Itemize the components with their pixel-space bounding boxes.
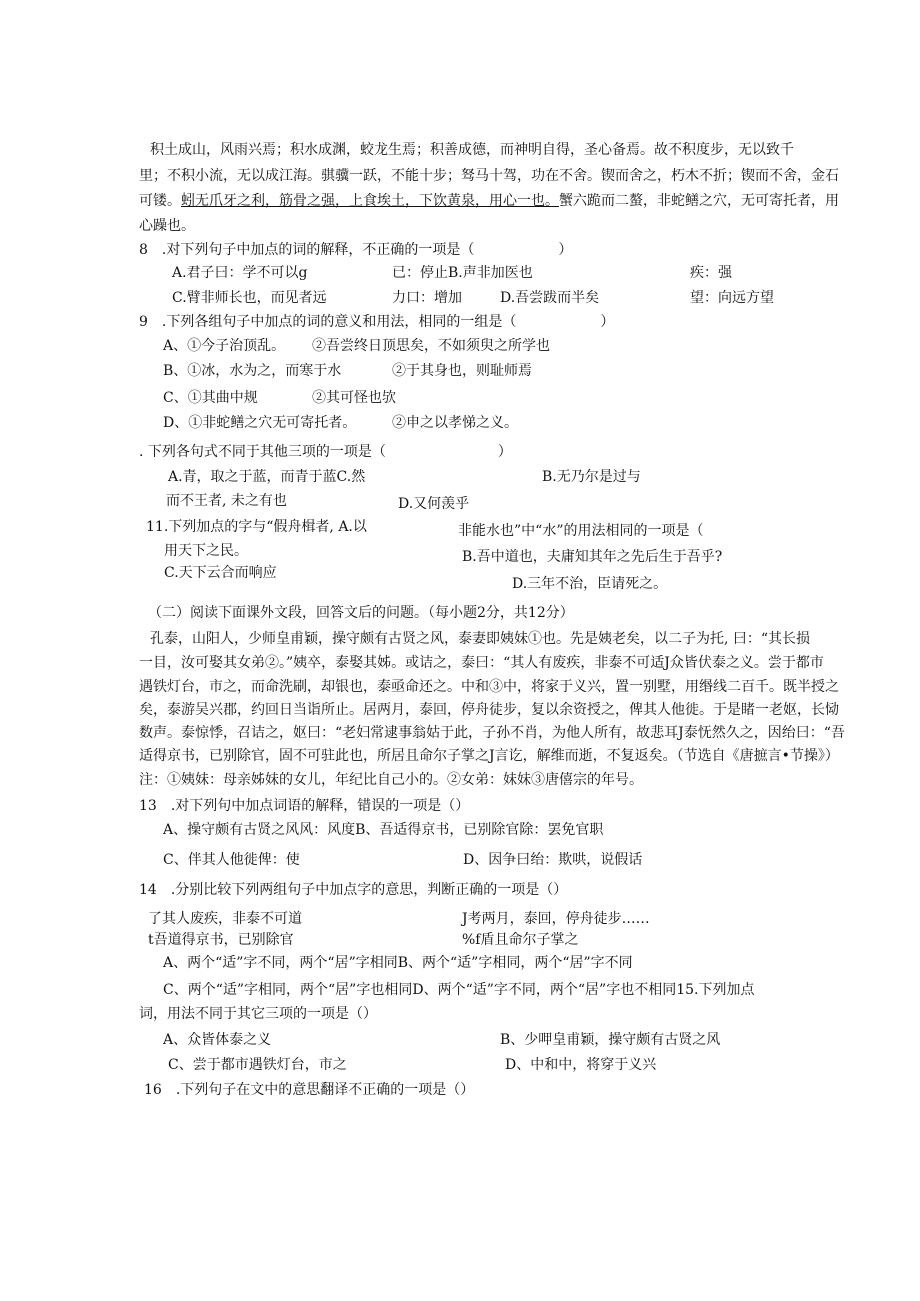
q9-option-c-1: C、①其曲中规 bbox=[163, 390, 258, 406]
question-8-stem: 8 .对下列句子中加点的词的解释，不正确的一项是（ ） bbox=[139, 242, 573, 258]
question-13-stem: 13 .对下列句中加点词语的解释，错误的一项是（） bbox=[139, 798, 470, 814]
q13-option-c: C、伴其人他徙俾：使 bbox=[163, 852, 300, 868]
q9-option-a-2: ②吾尝终日顶思矣，不如须臾之所学也 bbox=[312, 338, 550, 354]
q9-option-a-1: A、①今子治顶乱。 bbox=[163, 338, 286, 354]
q8-option-a: A.君子曰：学不可以g bbox=[172, 265, 308, 281]
q13-option-d: D、因争曰绐：欺哄，说假话 bbox=[463, 852, 643, 868]
passage-line: 积土成山，风雨兴焉；积水成渊，蛟龙生焉；积善成德，而神明自得，圣心备焉。故不积度步，无以致千 bbox=[150, 142, 794, 158]
q14-group-1-b: J考两月，泰回，停舟徒步…… bbox=[462, 911, 650, 927]
question-11-stem-cont: 非能水也”中“水”的用法相同的一项是（ bbox=[458, 523, 704, 539]
q10-option-c: 而不王者, 未之有也 bbox=[166, 493, 287, 509]
passage2-line: 数声。泰惊悸，召诘之，妪曰：“老妇常逮事翁姑于此，子孙不肖，为他人所有，故悲耳J泰怃然久之，因绐曰：“吾 bbox=[139, 725, 845, 741]
q14-options-ab: A、两个“适”字不同，两个“居”字相同B、两个“适”字相同，两个“居”字不同 bbox=[163, 955, 633, 971]
passage-line bbox=[139, 191, 839, 211]
q10-option-d: D.又何羡乎 bbox=[398, 496, 470, 512]
q11-option-a: 用天下之民。 bbox=[164, 543, 248, 559]
passage2-line: 遇铁灯台，市之，而命洗刷，却银也，泰亟命还之。中和③中，将家于义兴，置一别墅，用缗线二百千。既半授之 bbox=[139, 679, 839, 695]
q14-group-1-a: 了其人废疾，非泰不可道 bbox=[148, 911, 302, 927]
q8-option-c-gloss: 力口：增加 bbox=[392, 290, 462, 306]
q15-option-a: A、众皆体泰之义 bbox=[163, 1032, 272, 1048]
q15-option-c: C、尝于都市遇铁灯台，市之 bbox=[168, 1057, 347, 1073]
q9-option-d-2: ②申之以孝悌之义。 bbox=[392, 415, 518, 431]
q8-option-a-gloss: 已：停止B.声非加医也 bbox=[392, 265, 533, 281]
question-10-stem: . 下列各句式不同于其他三项的一项是（ ） bbox=[139, 444, 512, 460]
passage2-notes: 注：①姨妹：母亲姊妹的女儿，年纪比自己小的。②女弟：妹妹③唐僖宗的年号。 bbox=[139, 772, 643, 788]
passage2-line: 一目，汝可娶其女弟②。”姨卒，泰娶其姊。或诘之，泰曰：“其人有废疾，非泰不可适J众皆伏泰之义。尝于都市 bbox=[139, 655, 824, 671]
q10-option-a: A.青，取之于蓝，而青于蓝C.然 bbox=[168, 469, 366, 485]
passage-text: 可镂。 bbox=[139, 193, 181, 209]
question-16-stem: 16 .下列句子在文中的意思翻译不正确的一项是（） bbox=[144, 1082, 475, 1098]
passage-text: 蟹六跪而二螯，非蛇鳝之穴，无可寄托者，用 bbox=[559, 193, 839, 209]
passage2-line: 适得京书，已别除官，固不可驻此也，所居且命尔子掌之J言讫，解维而逝，不复返矣。（节选自《唐摭言•节操》） bbox=[139, 748, 839, 764]
passage2-line: 孔泰，山阳人，少师皇甫颖，操守颇有古贤之风，泰妻即姨妹①也。先是姨老矣，以二子为托, 曰：“其长损 bbox=[150, 631, 811, 647]
q15-option-b: B、少呷皇甫颖，操守颇有古贤之风 bbox=[500, 1032, 721, 1048]
q8-option-d: D.吾尝跋而半矣 bbox=[500, 290, 600, 306]
q8-option-d-gloss: 望：向远方望 bbox=[690, 290, 774, 306]
q11-option-d: D.三年不治，臣请死之。 bbox=[512, 576, 668, 592]
section-2-header: （二）阅读下面课外文段，回答文后的问题。（每小题2分，共12分） bbox=[148, 605, 574, 621]
q11-option-b: B.吾中道也，夫庸知其年之先后生于吾乎? bbox=[462, 549, 723, 565]
q14-group-2-b: %f盾且命尔子掌之 bbox=[462, 932, 579, 948]
q9-option-d-1: D、①非蛇鳝之穴无可寄托者。 bbox=[163, 415, 357, 431]
q14-options-cd: C、两个“适”字相同，两个“居”字也相同D、两个“适”字不同，两个“居”字也不相同15.下列加点 bbox=[163, 982, 755, 998]
q14-group-2-a: t吾道得京书，已别除官 bbox=[148, 932, 294, 948]
q8-option-b-gloss: 疾：强 bbox=[690, 265, 732, 281]
q15-option-d: D、中和中，将穿于义兴 bbox=[505, 1057, 657, 1073]
question-9-stem: 9 .下列各组句子中加点的词的意义和用法，相同的一组是（ ） bbox=[139, 314, 615, 330]
q13-options-ab: A、操守颇有古贤之风风：风度B、吾适得京书，已别除官除：罢免官职 bbox=[163, 822, 604, 838]
q8-option-c: C.臂非师长也，而见者远 bbox=[172, 290, 327, 306]
question-14-stem: 14 .分别比较下列两组句子中加点字的意思，判断正确的一项是（） bbox=[139, 882, 568, 898]
passage-line: 心躁也。 bbox=[139, 218, 195, 234]
q9-option-b-1: B、①冰，水为之，而寒于水 bbox=[163, 363, 342, 379]
underlined-sentence: 蚓无爪牙之利，筋骨之强，上食埃土，下饮黄泉，用心一也。 bbox=[181, 193, 559, 209]
question-11-stem: 11.下列加点的字与“假舟楫者, A.以 bbox=[146, 519, 367, 535]
q9-option-c-2: ②其可怪也欤 bbox=[312, 390, 396, 406]
passage-line: 里；不积小流，无以成江海。骐骥一跃，不能十步；驽马十驾，功在不舍。锲而舍之，朽木不折；锲而不舍，金石 bbox=[139, 168, 839, 184]
q11-option-c: C.天下云合而响应 bbox=[164, 565, 277, 581]
q9-option-b-2: ②于其身也，则耻师焉 bbox=[392, 363, 532, 379]
q10-option-b: B.无乃尔是过与 bbox=[542, 469, 641, 485]
passage2-line: 矣，泰游吴兴郡，约回日当诣所止。居两月，泰回，停舟徒步，复以余资授之，俾其人他徙。于是睹一老妪，长恸 bbox=[139, 702, 839, 718]
question-15-stem: 词，用法不同于其它三项的一项是（） bbox=[139, 1006, 377, 1022]
